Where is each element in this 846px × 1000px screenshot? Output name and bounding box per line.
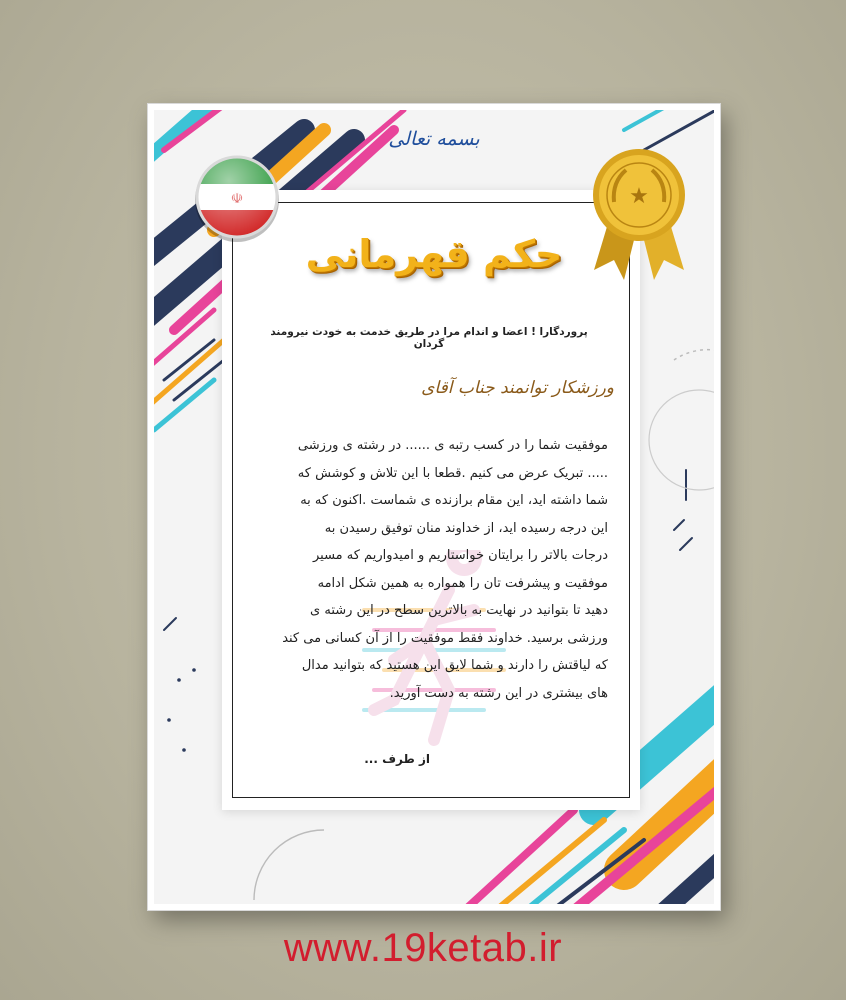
- body-line: موفقیت و پیشرفت تان را همواره به همین شکل ادامه: [317, 575, 608, 591]
- recipient-line: ورزشکار توانمند جناب آقای: [421, 378, 614, 398]
- body-line: دهید تا بتوانید در نهایت به بالاترین سطح در این رشته ی: [310, 603, 608, 618]
- body-line: های بیشتری در این رشته به دست آورید.: [389, 685, 608, 701]
- certificate-body: [252, 432, 608, 707]
- signature-line: از طرف ...: [364, 752, 430, 766]
- bismillah-calligraphy: بسمه تعالی: [388, 128, 480, 150]
- poster-frame: [148, 104, 720, 910]
- certificate-title: حکم قهرمانی: [305, 232, 563, 276]
- body-line: ورزشی برسید. خداوند فقط موفقیت را از آن کسانی می کند: [282, 630, 608, 646]
- prayer-line: پروردگارا ! اعضا و اندام مرا در طریق خدمت به خودت نیرومند گردان: [270, 326, 588, 350]
- svg-text:★: ★: [629, 184, 649, 209]
- iran-flag-badge-icon: [192, 152, 282, 242]
- body-line: درجات بالاتر را برایتان خواستاریم و امیدواریم که مسیر: [312, 548, 608, 563]
- body-line: این درجه رسیده اید، از خداوند منان توفیق رسیدن به: [324, 520, 608, 536]
- body-line: موفقیت شما را در کسب رتبه ی ...... در رشته ی ورزشی: [297, 438, 608, 453]
- gold-medal-ribbon-icon: [584, 140, 694, 290]
- body-line: ..... تبریک عرض می کنیم .قطعا با این تلاش و کوشش که: [297, 465, 608, 481]
- body-line: شما داشته اید، این مقام برازنده ی شماست .اکنون که به: [300, 493, 608, 508]
- body-line: که لیاقتش را دارند و شما لایق این هستید که بتوانید مدال: [301, 658, 608, 673]
- website-watermark: www.19ketab.ir: [283, 926, 563, 970]
